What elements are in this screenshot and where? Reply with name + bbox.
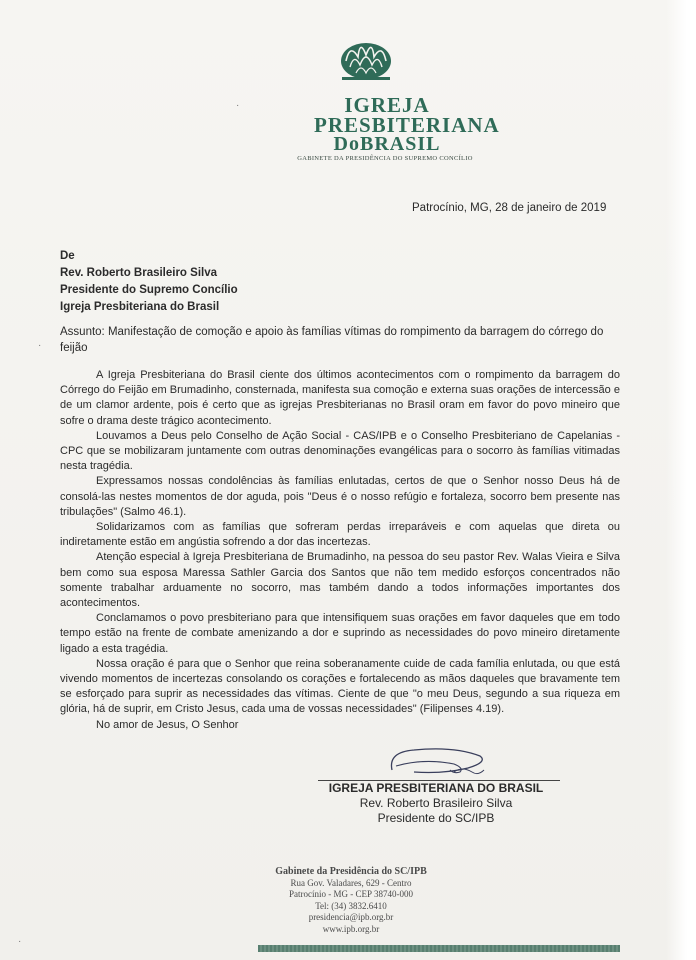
sender-name: Rev. Roberto Brasileiro Silva xyxy=(60,267,218,279)
brand-subtitle: GABINETE DA PRESIDÊNCIA DO SUPREMO CONCÍLIO xyxy=(297,155,473,162)
body-paragraph: Solidarizamos com as famílias que sofreram perdas irreparáveis e com aquelas que direta ou indiretamente estão em angústia sofrendo a dor das incertezas. xyxy=(60,521,620,549)
paper-edge xyxy=(666,0,696,960)
signature-role: Presidente do SC/IPB xyxy=(377,811,495,825)
paper-speck: · xyxy=(18,936,22,947)
sender-role: Presidente do Supremo Concílio xyxy=(60,284,238,296)
letter-subject: Assunto: Manifestação de comoção e apoio às famílias vítimas do rompimento da barragem do córrego do feijão xyxy=(60,326,604,354)
sender-label: De xyxy=(60,250,75,262)
footer-city: Patrocínio - MG - CEP 38740-000 xyxy=(289,889,413,899)
paper-speck: · xyxy=(236,100,240,111)
signature-name: Rev. Roberto Brasileiro Silva xyxy=(359,796,513,810)
signature-org: IGREJA PRESBITERIANA DO BRASIL xyxy=(328,781,544,795)
handwritten-signature xyxy=(384,742,494,782)
footer-title: Gabinete da Presidência do SC/IPB xyxy=(275,866,427,877)
sender-org: Igreja Presbiteriana do Brasil xyxy=(60,301,220,313)
brand-line-1: IGREJA xyxy=(344,93,430,117)
footer-website: www.ipb.org.br xyxy=(322,923,380,934)
body-paragraph: Atenção especial à Igreja Presbiteriana de Brumadinho, na pessoa do seu pastor Rev. Walas Vieira e Silva bem como sua esposa Maressa Sathler Garcia dos Santos que não tem medido esforços concentrados não somente trabalhar arduamente no socorro, mas também dando a todos informações importantes dos acontecimentos. xyxy=(60,551,620,610)
brand-line-3: DoBRASIL xyxy=(333,133,441,155)
body-paragraph: Nossa oração é para que o Senhor que reina soberanamente cuide de cada família enlutada, ou que está vivendo momentos de incertezas consolando os corações e fortalecendo as mãos daqueles que bravamente tem se esforçado para suprir as necessidades das vítimas. Ciente de que "o meu Deus, segundo a sua riqueza em glória, há de suprir, em Cristo Jesus, cada uma de vossas necessidades" (Filipenses 4.19). xyxy=(60,657,620,716)
letter-footer xyxy=(256,866,446,935)
footer-email: presidencia@ipb.org.br xyxy=(308,912,394,922)
brand-line-2: PRESBITERIANA xyxy=(314,113,500,137)
body-paragraph: Louvamos a Deus pelo Conselho de Ação Social - CAS/IPB e o Conselho Presbiteriano de Capelanias - CPC que se mobilizaram juntamente com outras denominações evangélicas para o socorro às famílias vitimadas nesta tragédia. xyxy=(60,429,620,473)
signature-block xyxy=(320,781,552,826)
body-paragraph: A Igreja Presbiteriana do Brasil ciente dos últimos acontecimentos com o rompimento da barragem do Córrego do Feijão em Brumadinho, consternada, manifesta sua comoção e externa suas orações de intercessão e de um clamor ardente, pois é certo que as igrejas Presbiterianas no Brasil oram em favor do povo mineiro que sofre o drama deste trágico acontecimento. xyxy=(60,369,620,427)
body-paragraph: Conclamamos o povo presbiteriano para que intensifiquem suas orações em favor daqueles que em todo tempo estão na frente de combate amenizando a dor e suprindo as necessidades do povo mineiro diretamente ligado a esta tragédia. xyxy=(60,612,620,655)
burning-bush-logo-icon xyxy=(336,35,396,83)
letter-closing: No amor de Jesus, O Senhor xyxy=(96,718,239,731)
letter-date: Patrocínio, MG, 28 de janeiro de 2019 xyxy=(412,202,607,214)
paper-speck: · xyxy=(38,340,42,351)
footer-phone: Tel: (34) 3832.6410 xyxy=(315,900,387,911)
sender-block xyxy=(60,248,238,316)
footer-address: Rua Gov. Valadares, 629 - Centro xyxy=(290,877,412,888)
body-paragraph: Expressamos nossas condolências às famílias enlutadas, certos de que o Senhor nosso Deus há de consolá-las nestes momentos de dor aguda, pois "Deus é o nosso refúgio e fortaleza, socorro bem presente nas tribulações" (Salmo 46.1). xyxy=(60,475,620,518)
footer-decorative-bar xyxy=(258,945,620,952)
letter-body xyxy=(60,368,620,733)
